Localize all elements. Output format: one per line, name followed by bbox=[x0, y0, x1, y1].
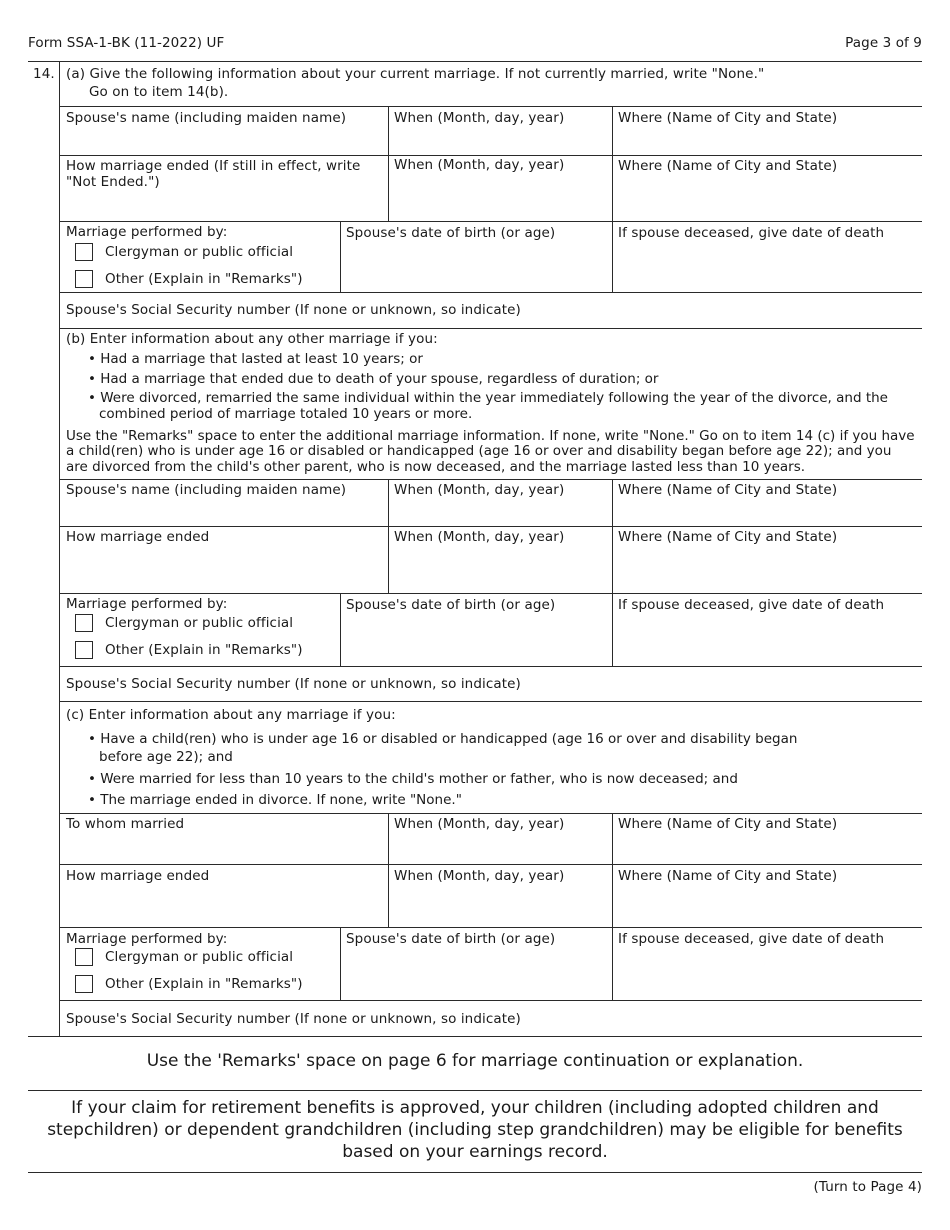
a-performed-by-label: Marriage performed by: bbox=[66, 224, 228, 240]
item-column-divider bbox=[59, 61, 60, 1036]
b-use-line1: Use the "Remarks" space to enter the additional marriage information. If none, write "None." Go on to item 14 (c) if you have bbox=[66, 428, 915, 444]
a-where2-field[interactable]: Where (Name of City and State) bbox=[618, 158, 838, 174]
c-intro: (c) Enter information about any marriage if you: bbox=[66, 707, 396, 723]
b-other-label: Other (Explain in "Remarks") bbox=[105, 642, 303, 658]
c-bullet-3: • The marriage ended in divorce. If none, write "None." bbox=[88, 792, 462, 808]
b-performed-by-label: Marriage performed by: bbox=[66, 596, 228, 612]
table-bottom-rule bbox=[28, 1036, 922, 1037]
claim-note bbox=[28, 1097, 922, 1163]
b-bullet-1: • Had a marriage that lasted at least 10 years; or bbox=[88, 351, 423, 367]
b-when2-field[interactable]: When (Month, day, year) bbox=[394, 529, 565, 545]
divider bbox=[340, 221, 341, 292]
remarks-note: Use the 'Remarks' space on page 6 for marriage continuation or explanation. bbox=[146, 1051, 804, 1071]
form-id: Form SSA-1-BK (11-2022) UF bbox=[28, 35, 225, 51]
b-when-field[interactable]: When (Month, day, year) bbox=[394, 482, 565, 498]
b-spouse-name-field[interactable]: Spouse's name (including maiden name) bbox=[66, 482, 347, 498]
b-where2-field[interactable]: Where (Name of City and State) bbox=[618, 529, 838, 545]
divider bbox=[59, 864, 922, 865]
c-performed-by-label: Marriage performed by: bbox=[66, 931, 228, 947]
a-intro-line1: (a) Give the following information about your current marriage. If not currently married, write "None." bbox=[66, 66, 765, 82]
a-when-field[interactable]: When (Month, day, year) bbox=[394, 110, 565, 126]
b-use-line2: a child(ren) who is under age 16 or disabled or handicapped (age 16 or over and disability began before age 22); and you bbox=[66, 443, 892, 459]
top-rule bbox=[28, 61, 922, 62]
item-number: 14. bbox=[33, 66, 55, 82]
a-clergyman-label: Clergyman or public official bbox=[105, 244, 294, 260]
divider bbox=[612, 479, 613, 666]
c-when-field[interactable]: When (Month, day, year) bbox=[394, 816, 565, 832]
c-other-checkbox[interactable] bbox=[75, 975, 93, 993]
divider bbox=[59, 666, 922, 667]
a-intro-line2: Go on to item 14(b). bbox=[89, 84, 229, 100]
divider bbox=[59, 292, 922, 293]
divider bbox=[340, 593, 341, 666]
a-spouse-name-field[interactable]: Spouse's name (including maiden name) bbox=[66, 110, 347, 126]
c-where2-field[interactable]: Where (Name of City and State) bbox=[618, 868, 838, 884]
a-ssn-field[interactable]: Spouse's Social Security number (If none or unknown, so indicate) bbox=[66, 302, 521, 318]
b-bullet-2: • Had a marriage that ended due to death of your spouse, regardless of duration; or bbox=[88, 371, 659, 387]
b-intro: (b) Enter information about any other marriage if you: bbox=[66, 331, 438, 347]
c-clergyman-label: Clergyman or public official bbox=[105, 949, 294, 965]
divider bbox=[59, 328, 922, 329]
divider bbox=[340, 927, 341, 1000]
divider bbox=[28, 1090, 922, 1091]
divider bbox=[388, 106, 389, 221]
c-when2-field[interactable]: When (Month, day, year) bbox=[394, 868, 565, 884]
c-deceased-field[interactable]: If spouse deceased, give date of death bbox=[618, 931, 885, 947]
divider bbox=[388, 813, 389, 927]
a-other-checkbox[interactable] bbox=[75, 270, 93, 288]
divider bbox=[612, 106, 613, 292]
divider bbox=[28, 1172, 922, 1173]
b-clergyman-label: Clergyman or public official bbox=[105, 615, 294, 631]
b-bullet-3a: • Were divorced, remarried the same individual within the year immediately following the year of the divorce, and the bbox=[88, 390, 888, 406]
a-how-ended-line2: "Not Ended.") bbox=[66, 174, 160, 190]
divider bbox=[59, 1000, 922, 1001]
a-clergyman-checkbox[interactable] bbox=[75, 243, 93, 261]
a-where-field[interactable]: Where (Name of City and State) bbox=[618, 110, 838, 126]
divider bbox=[612, 813, 613, 1000]
c-where-field[interactable]: Where (Name of City and State) bbox=[618, 816, 838, 832]
c-bullet-1b: before age 22); and bbox=[99, 749, 233, 765]
page-number: Page 3 of 9 bbox=[845, 35, 922, 51]
a-other-label: Other (Explain in "Remarks") bbox=[105, 271, 303, 287]
divider bbox=[59, 479, 922, 480]
a-deceased-field[interactable]: If spouse deceased, give date of death bbox=[618, 225, 885, 241]
c-bullet-1a: • Have a child(ren) who is under age 16 or disabled or handicapped (age 16 or over and disability began bbox=[88, 731, 798, 747]
c-bullet-2: • Were married for less than 10 years to the child's mother or father, who is now deceased; and bbox=[88, 771, 738, 787]
b-clergyman-checkbox[interactable] bbox=[75, 614, 93, 632]
b-bullet-3b: combined period of marriage totaled 10 years or more. bbox=[99, 406, 473, 422]
a-how-ended-field[interactable]: How marriage ended (If still in effect, write bbox=[66, 158, 361, 174]
b-other-checkbox[interactable] bbox=[75, 641, 93, 659]
divider bbox=[59, 813, 922, 814]
b-deceased-field[interactable]: If spouse deceased, give date of death bbox=[618, 597, 885, 613]
c-how-ended-field[interactable]: How marriage ended bbox=[66, 868, 210, 884]
divider bbox=[59, 526, 922, 527]
divider bbox=[59, 155, 922, 156]
b-where-field[interactable]: Where (Name of City and State) bbox=[618, 482, 838, 498]
b-dob-field[interactable]: Spouse's date of birth (or age) bbox=[346, 597, 556, 613]
divider bbox=[59, 701, 922, 702]
divider bbox=[59, 221, 922, 222]
c-other-label: Other (Explain in "Remarks") bbox=[105, 976, 303, 992]
c-ssn-field[interactable]: Spouse's Social Security number (If none or unknown, so indicate) bbox=[66, 1011, 521, 1027]
claim-note-line2: stepchildren) or dependent grandchildren (including step grandchildren) may be eligible for benefits bbox=[47, 1120, 903, 1140]
divider bbox=[59, 927, 922, 928]
c-dob-field[interactable]: Spouse's date of birth (or age) bbox=[346, 931, 556, 947]
c-clergyman-checkbox[interactable] bbox=[75, 948, 93, 966]
a-when2-field[interactable]: When (Month, day, year) bbox=[394, 157, 565, 173]
divider bbox=[59, 106, 922, 107]
claim-note-line1: If your claim for retirement benefits is approved, your children (including adopted children and bbox=[71, 1098, 879, 1118]
divider bbox=[59, 593, 922, 594]
divider bbox=[388, 479, 389, 593]
a-dob-field[interactable]: Spouse's date of birth (or age) bbox=[346, 225, 556, 241]
b-use-line3: are divorced from the child's other parent, who is now deceased, and the marriage lasted less than 10 years. bbox=[66, 459, 806, 475]
b-ssn-field[interactable]: Spouse's Social Security number (If none or unknown, so indicate) bbox=[66, 676, 521, 692]
claim-note-line3: based on your earnings record. bbox=[342, 1142, 608, 1162]
b-how-ended-field[interactable]: How marriage ended bbox=[66, 529, 210, 545]
c-to-whom-field[interactable]: To whom married bbox=[66, 816, 185, 832]
turn-page-note: (Turn to Page 4) bbox=[813, 1179, 922, 1195]
